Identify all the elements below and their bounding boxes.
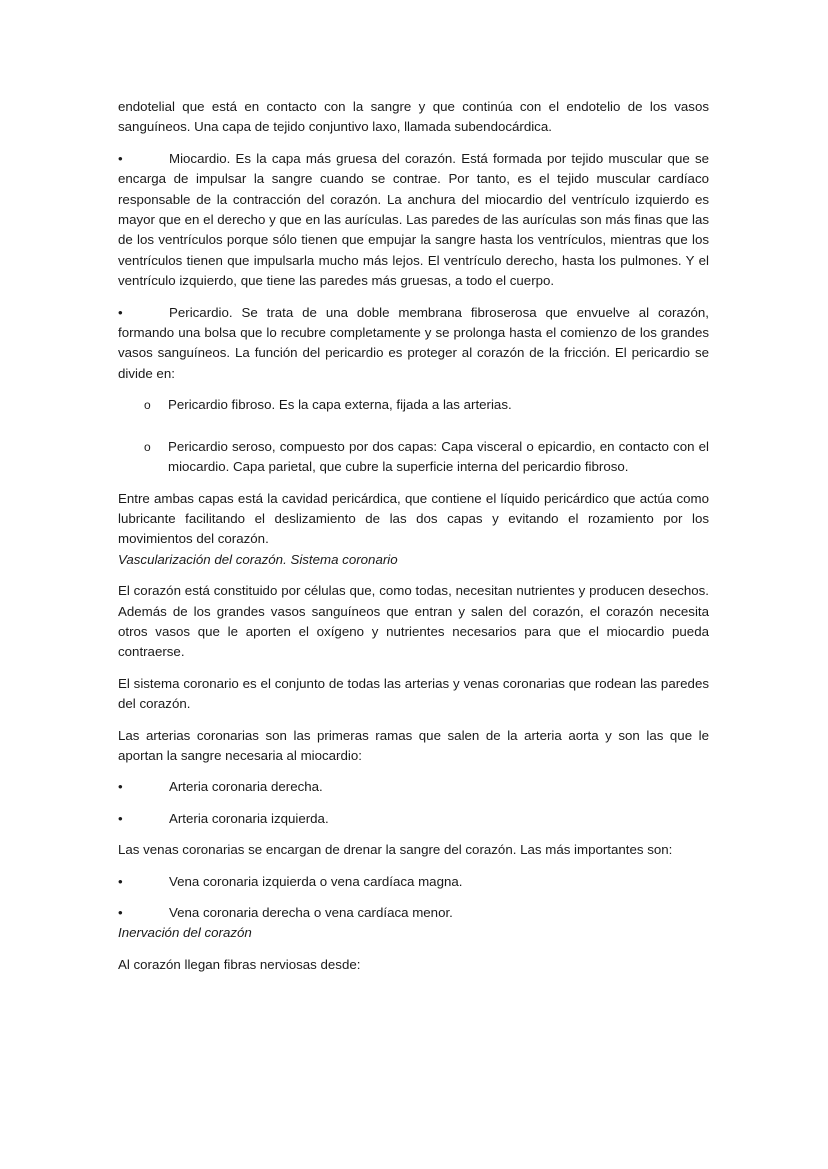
subitem-pericardio-fibroso bbox=[118, 395, 709, 415]
bullet-marker: • bbox=[118, 873, 123, 889]
section-heading-inervacion: Inervación del corazón bbox=[118, 925, 252, 941]
bullet-text: Vena coronaria izquierda o vena cardíaca magna. bbox=[169, 873, 463, 889]
paragraph-cavidad: Entre ambas capas está la cavidad pericárdica, que contiene el líquido pericárdico que actúa como lubricante facilitando el deslizamiento de las dos capas y evitando el rozamiento por los movimientos del corazón. bbox=[118, 490, 709, 547]
bullet-miocardio bbox=[118, 149, 709, 292]
bullet-text: Vena coronaria derecha o vena cardíaca menor. bbox=[169, 905, 453, 920]
bullet-marker: • bbox=[118, 779, 123, 795]
paragraph-endotelio: endotelial que está en contacto con la sangre y que continúa con el endotelio de los vasos sanguíneos. Una capa de tejido conjuntivo laxo, llamada subendocárdica. bbox=[118, 99, 709, 135]
sub-marker: o bbox=[144, 439, 151, 454]
subitem-text: Pericardio seroso, compuesto por dos capas: Capa visceral o epicardio, en contacto con el miocardio. Capa parietal, que cubre la superficie interna del pericardio fibroso. bbox=[168, 438, 709, 475]
section-heading-vascularizacion: Vascularización del corazón. Sistema coronario bbox=[118, 551, 398, 567]
bullet-marker: • bbox=[118, 150, 123, 166]
bullet-text: Arteria coronaria izquierda. bbox=[169, 810, 329, 826]
bullet-vena-derecha bbox=[118, 903, 709, 923]
paragraph-vascularizacion-1: El corazón está constituido por células que, como todas, necesitan nutrientes y producen desechos. Además de los grandes vasos sanguíneos que entran y salen del corazón, el corazón necesita otros vasos que le aporten el oxígeno y nutrientes necesarios para que el miocardio pueda contraerse. bbox=[118, 583, 709, 660]
bullet-pericardio bbox=[118, 303, 709, 385]
bullet-arteria-izquierda bbox=[118, 809, 709, 829]
paragraph-venas: Las venas coronarias se encargan de drenar la sangre del corazón. Las más importantes son: bbox=[118, 842, 673, 858]
bullet-marker: • bbox=[118, 905, 123, 920]
bullet-text: Arteria coronaria derecha. bbox=[169, 779, 323, 795]
bullet-marker: • bbox=[118, 304, 123, 320]
bullet-arteria-derecha bbox=[118, 777, 709, 797]
subitem-text: Pericardio fibroso. Es la capa externa, fijada a las arterias. bbox=[168, 397, 512, 413]
paragraph-vascularizacion-3: Las arterias coronarias son las primeras ramas que salen de la arteria aorta y son las que le aportan la sangre necesaria al miocardio: bbox=[118, 727, 709, 763]
paragraph-vascularizacion-2: El sistema coronario es el conjunto de todas las arterias y venas coronarias que rodean las paredes del corazón. bbox=[118, 675, 709, 712]
page-content bbox=[118, 97, 709, 975]
bullet-text: Pericardio. Se trata de una doble membrana fibroserosa que envuelve al corazón, formando una bolsa que lo recubre completamente y se prolonga hasta el comienzo de los grandes vasos sanguíneos. La función del pericardio es proteger al corazón de la fricción. El pericardio se divide en: bbox=[118, 304, 709, 381]
paragraph-inervacion: Al corazón llegan fibras nerviosas desde: bbox=[118, 956, 361, 972]
bullet-text: Miocardio. Es la capa más gruesa del corazón. Está formada por tejido muscular que se encarga de impulsar la sangre cuando se contrae. Por tanto, es el tejido muscular cardíaco responsable de la contracción del corazón. La anchura del miocardio del ventrículo izquierdo es mayor que en el derecho y que en las aurículas. Las paredes de las aurículas son más finas que las de los ventrículos porque sólo tienen que empujar la sangre hasta los ventrículos, mientras que los ventrículos tienen que impulsarla mucho más lejos. El ventrículo derecho, hasta los pulmones. Y el ventrículo izquierdo, que tiene las paredes más gruesas, a todo el cuerpo. bbox=[118, 150, 709, 289]
subitem-pericardio-seroso bbox=[118, 437, 709, 478]
sub-marker: o bbox=[144, 398, 151, 413]
bullet-vena-izquierda bbox=[118, 872, 709, 892]
bullet-marker: • bbox=[118, 810, 123, 826]
